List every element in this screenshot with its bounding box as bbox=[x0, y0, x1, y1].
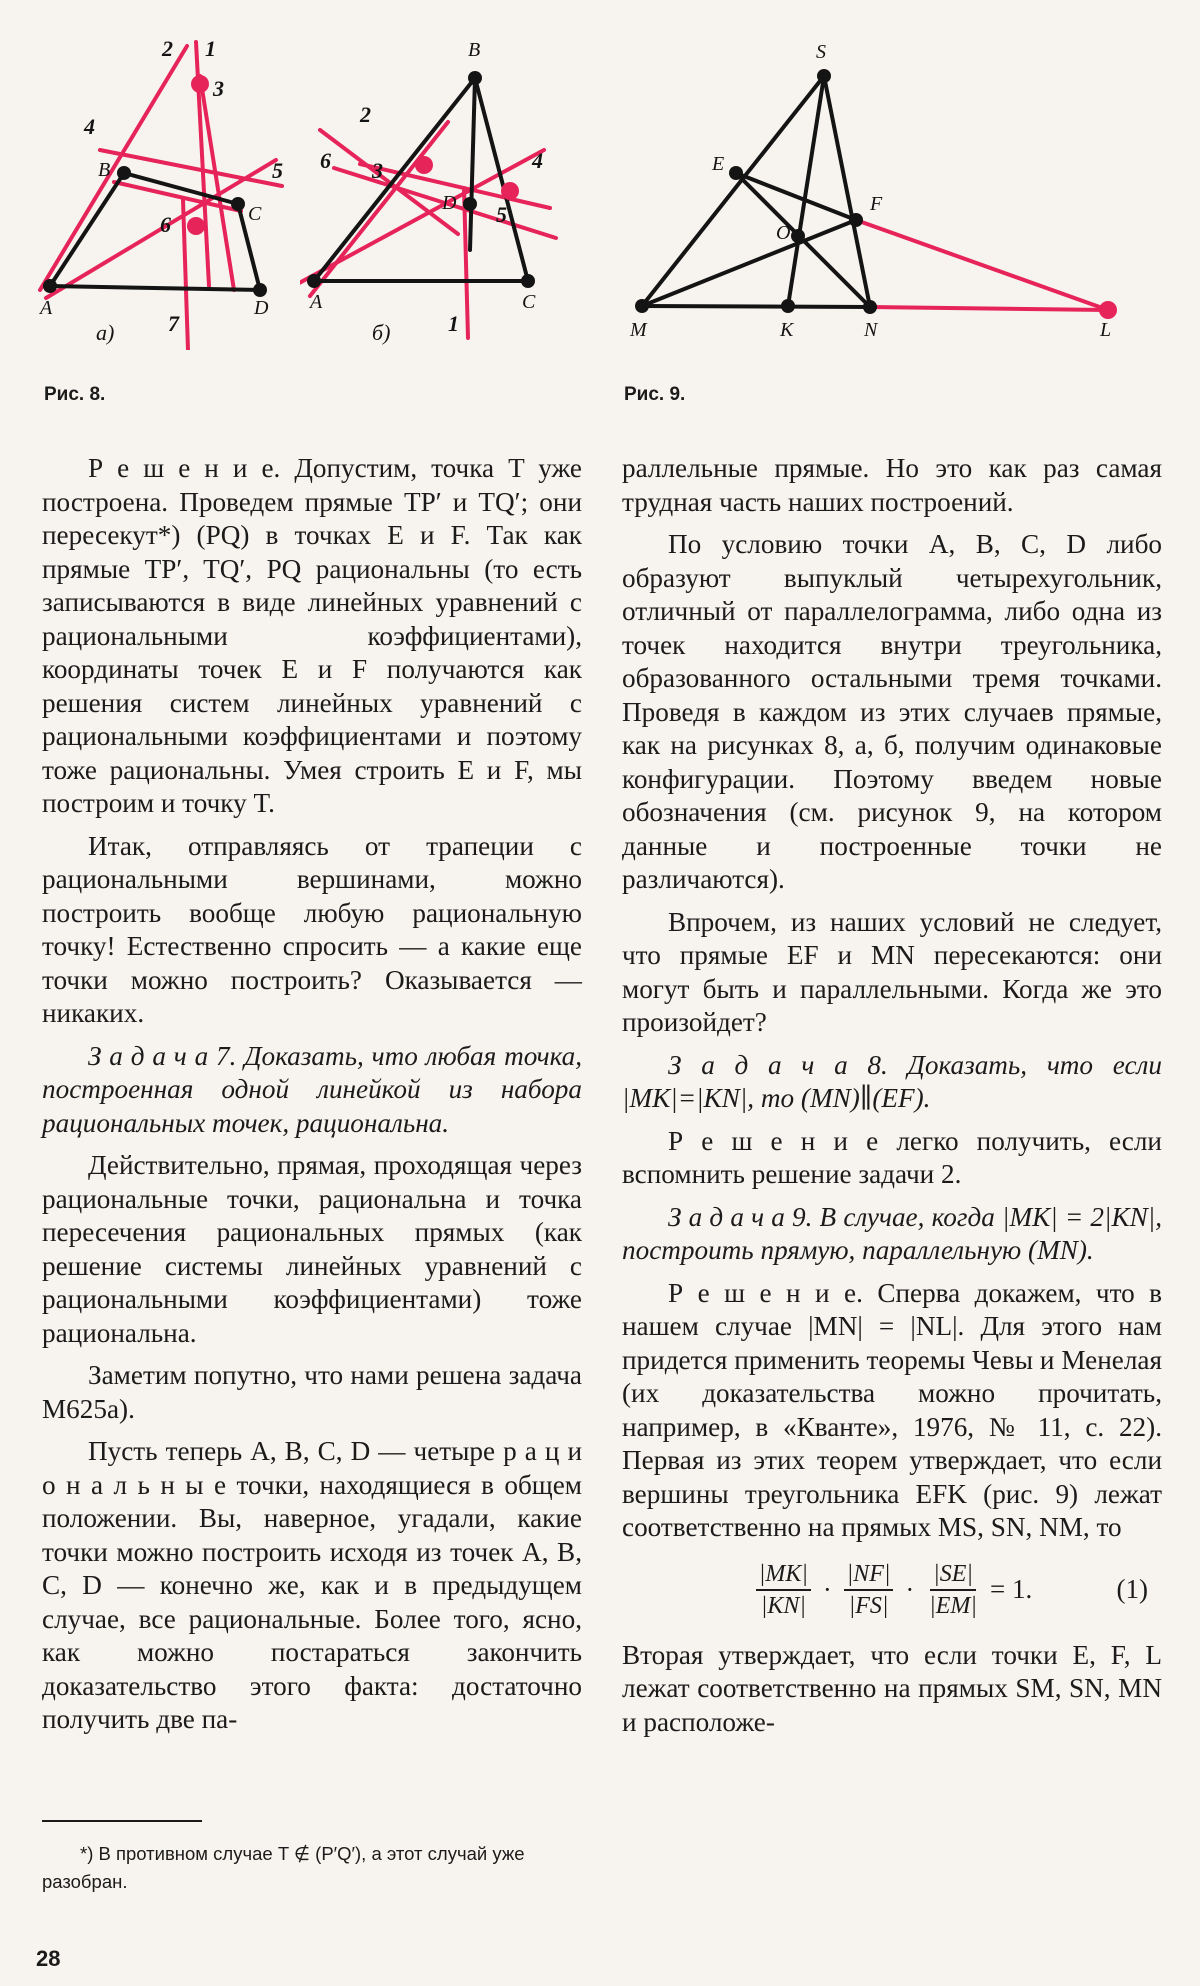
sublabel-b: б) bbox=[372, 320, 391, 345]
figure-8a bbox=[20, 28, 300, 350]
figure-9 bbox=[620, 30, 1140, 350]
line-7 bbox=[183, 200, 188, 350]
point-F bbox=[849, 213, 863, 227]
fraction: $\frac{|MK|}{|KN|}$ bbox=[756, 1559, 811, 1621]
num-6: 6 bbox=[160, 212, 171, 237]
paragraph: Действительно, прямая, проходящая через рациональные точки, рациональна и точка пересечения рациональных прямых (как решение системы линейных уравнений с рациональными коэффициентами) тоже рациональна. bbox=[42, 1150, 582, 1348]
num-5: 5 bbox=[496, 202, 507, 227]
label-K: K bbox=[780, 319, 794, 341]
equation-number: (1) bbox=[1116, 1573, 1148, 1604]
page-number: 28 bbox=[36, 1946, 61, 1971]
paragraph: Вторая утверждает, что если точки E, F, L лежат соответственно на прямых SM, SN, MN и расположе- bbox=[622, 1639, 1162, 1737]
footnote-rule bbox=[42, 1820, 202, 1822]
paragraph: Р е ш е н и е. Сперва докажем, что в нашем случае |MN| = |NL|. Для этого нам придется применить теоремы Чевы и Менелая (их доказательства можно прочитать, например, в «Кванте», 1976, № 11, с. 22). Первая из этих теорем утверждает, что если вершины треугольника EFK (рис. 9) лежат соответственно на прямых MS, SN, NM, то bbox=[622, 1277, 1162, 1542]
paragraph: Р е ш е н и е. Допустим, точка T уже построена. Проведем прямые TP′ и TQ′; они пересекут*) (PQ) в точках E и F. Так как прямые TP′, TQ′, PQ рациональны (то есть записываются в виде линейных уравнений с рациональными коэффициентами), координаты точек E и F получаются как решения систем линейных уравнений с рациональными коэффициентами и поэтому тоже рациональны. Умея строить E и F, мы построим и точку T. bbox=[42, 453, 582, 818]
num-2: 2 bbox=[162, 36, 173, 61]
point-B bbox=[468, 71, 482, 85]
label-B: B bbox=[98, 159, 111, 181]
point-A bbox=[307, 274, 321, 288]
figure-8a-svg bbox=[20, 28, 300, 350]
point-B bbox=[117, 166, 131, 180]
label-B: B bbox=[468, 39, 481, 61]
point-D bbox=[253, 283, 267, 297]
point-A bbox=[43, 279, 57, 293]
figure-9-svg bbox=[620, 30, 1140, 350]
label-C: C bbox=[522, 291, 536, 313]
num-3: 3 bbox=[372, 158, 383, 183]
paragraph: Р е ш е н и е легко получить, если вспомнить решение задачи 2. bbox=[622, 1125, 1162, 1189]
label-L: L bbox=[1100, 319, 1112, 341]
footnote: *) В противном случае T ∉ (P′Q′), а этот случай уже разобран. bbox=[42, 1843, 525, 1892]
figure-8b-svg bbox=[300, 28, 560, 350]
num-4: 4 bbox=[532, 148, 543, 173]
point-C bbox=[231, 197, 245, 211]
num-1: 1 bbox=[205, 36, 216, 61]
point-K bbox=[781, 299, 795, 313]
point-D bbox=[463, 197, 477, 211]
paragraph: Заметим попутно, что нами решена задача М625а). bbox=[42, 1360, 582, 1424]
fraction: $\frac{|SE|}{|EM|}$ bbox=[929, 1560, 978, 1619]
caption-fig9: Рис. 9. bbox=[624, 384, 686, 405]
sublabel-a: а) bbox=[96, 320, 115, 345]
right-column bbox=[622, 452, 1162, 1748]
formula-1: $\frac{|MK|}{|KN|}$ · $\frac{|NF|}{|FS|}$ · $\frac{|SE|}{|EM|}$ = 1. (1) bbox=[622, 1559, 1162, 1621]
problem-8: З а д а ч а 8. Доказать, что если |MK|=|KN|, то (MN)∥(EF). bbox=[622, 1049, 1162, 1113]
caption-fig8: Рис. 8. bbox=[44, 384, 106, 405]
point-M bbox=[635, 299, 649, 313]
label-E: E bbox=[712, 153, 725, 175]
line-1 bbox=[40, 46, 187, 290]
point-O bbox=[791, 229, 805, 243]
label-F: F bbox=[870, 193, 883, 215]
figure-8b bbox=[300, 28, 560, 350]
paragraph: По условию точки A, B, C, D либо образуют выпуклый четырехугольник, отличный от параллелограмма, либо одна из точек находится внутри треугольника, образованного остальными тремя точками. Проведя в каждом из этих случаев прямые, как на рисунках 8, а, б, получим одинаковые конфигурации. Поэтому введем новые обозначения (см. рисунок 9, на котором данные и построенные точки не различаются). bbox=[622, 529, 1162, 894]
point-5 bbox=[501, 182, 519, 200]
num-5: 5 bbox=[272, 158, 283, 183]
paragraph: Итак, отправляясь от трапеции с рациональными вершинами, можно построить вообще любую рациональную точку! Естественно спросить — а какие еще точки можно построить? Оказывается — никаких. bbox=[42, 830, 582, 1028]
paragraph: Впрочем, из наших условий не следует, что прямые EF и MN пересекаются: они могут быть и параллельными. Когда же это произойдет? bbox=[622, 906, 1162, 1037]
formula-rhs: = 1. bbox=[990, 1573, 1033, 1604]
point-E bbox=[729, 166, 743, 180]
label-M: M bbox=[630, 319, 647, 341]
label-S: S bbox=[816, 41, 826, 63]
label-C: C bbox=[248, 203, 262, 225]
label-O: O bbox=[776, 222, 791, 244]
num-6: 6 bbox=[320, 148, 331, 173]
label-D: D bbox=[254, 297, 269, 319]
point-3 bbox=[191, 75, 209, 93]
label-A: A bbox=[40, 297, 53, 319]
label-A: A bbox=[310, 291, 323, 313]
problem-7: З а д а ч а 7. Доказать, что любая точка, построенная одной линейкой из набора рациональных точек, рациональна. bbox=[42, 1040, 582, 1138]
fraction: $\frac{|NF|}{|FS|}$ bbox=[844, 1559, 894, 1621]
num-1: 1 bbox=[448, 311, 459, 336]
point-6 bbox=[187, 217, 205, 235]
point-N bbox=[863, 300, 877, 314]
num-4: 4 bbox=[84, 114, 95, 139]
problem-9: З а д а ч а 9. В случае, когда |MK| = 2|KN|, построить прямую, параллельную (MN). bbox=[622, 1201, 1162, 1265]
label-D: D bbox=[442, 192, 457, 214]
point-C bbox=[521, 274, 535, 288]
paragraph: Пусть теперь A, B, C, D — четыре р а ц и о н а л ь н ы е точки, находящиеся в общем положении. Вы, наверное, угадали, какие точки можно построить исходя из точек A, B, C, D — конечно же, как и в предыдущем случае, все рациональные. Более того, ясно, как можно постараться закончить доказательство этого факта: достаточно получить две па- bbox=[42, 1436, 582, 1734]
num-7: 7 bbox=[168, 311, 179, 336]
point-L bbox=[1099, 301, 1117, 319]
num-2: 2 bbox=[360, 102, 371, 127]
point-3 bbox=[415, 156, 433, 174]
label-N: N bbox=[864, 319, 878, 341]
paragraph: раллельные прямые. Но это как раз самая трудная часть наших построений. bbox=[622, 453, 1162, 517]
point-S bbox=[817, 69, 831, 83]
left-column bbox=[42, 452, 582, 1746]
num-3: 3 bbox=[213, 76, 224, 101]
